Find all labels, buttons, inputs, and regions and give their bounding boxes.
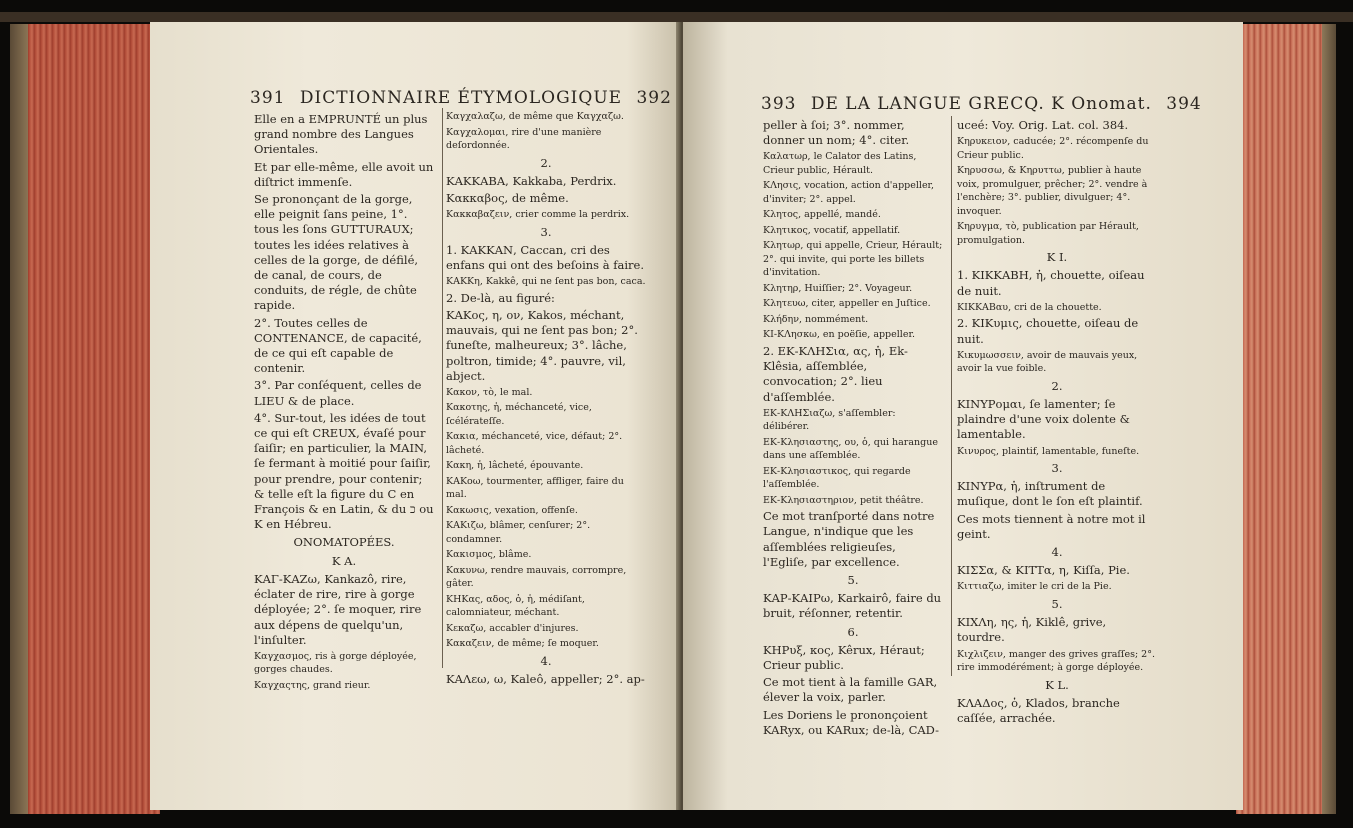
entry-number: 3.	[540, 224, 552, 239]
entry: Κιχλιζειν, manger des grives graſſes; 2°. rire immodérément; à gorge déployée.	[957, 648, 1155, 674]
entry: Κακκαβαζειν, crier comme la perdrix.	[446, 209, 630, 221]
entry: ΕΚ-Κλησιαστης, ου, ὁ, qui harangue dans une aſſemblée.	[763, 436, 938, 462]
right-page-edges	[1236, 24, 1336, 814]
entry: ΚΑΚΚη, Kakkê, qui ne ſent pas bon, caca.	[446, 276, 646, 288]
entry: ΚΑΚοω, tourmenter, affliger, faire du mal.	[446, 475, 624, 501]
entry: Κινυρος, plaintif, lamentable, funeſte.	[957, 445, 1140, 457]
entry-number: 2.	[1051, 378, 1063, 393]
entry: ΚΛησις, vocation, action d'appeller, d'inviter; 2°. appel.	[763, 180, 935, 205]
right-page	[683, 22, 1243, 810]
book-cover-edge	[0, 12, 1353, 22]
entry: ΚΑΚιζω, blâmer, cenſurer; 2°. condamner.	[446, 520, 591, 545]
entry: Κηρυσσω, & Κηρυττω, publier à haute voix, promulguer, prêcher; 2°. vendre à l'enchère; 3°. publier, divulguer; 4°. invoquer.	[957, 165, 1148, 217]
entry: Κακον, τὸ, le mal.	[446, 386, 533, 398]
subsection-heading: K A.	[331, 553, 357, 568]
page-number-393: 393	[761, 94, 797, 114]
entry: Κακωσις, vexation, offenſe.	[446, 504, 578, 516]
entry: Κλητωρ, qui appelle, Crieur, Hérault; 2°. qui invite, qui porte les billets d'invitation.	[763, 240, 943, 279]
entry: 2. ΕΚ-ΚΛΗΣια, ας, ἡ, Ek-Klêsia, aſſemblée, convocation; 2°. lieu d'aſſemblée.	[763, 343, 908, 404]
entry: Καγχασμος, ris à gorge déployée, gorges chaudes.	[254, 650, 417, 676]
entry: ΚΙ-ΚΛησκω, en poëſie, appeller.	[763, 329, 915, 341]
entry-number: 6.	[847, 624, 859, 639]
left-head-title: DICTIONNAIRE ÉTYMOLOGIQUE	[299, 88, 623, 108]
entry-number: 4.	[540, 653, 552, 668]
paragraph: Ce mot tranſporté dans notre Langue, n'indique que les aſſemblées religieuſes, l'Egliſe, par excellence.	[763, 509, 935, 569]
entry: ΕΚ-Κλησιαστικος, qui regarde l'aſſemblée.	[763, 465, 911, 491]
paragraph: Se prononçant de la gorge, elle peignit ſans peine, 1°. tous les ſons GUTTURAUX; toutes les idées relatives à celles de la gorge, de défilé, de canal, de cours, de conduits, de régle, de chûte rapide.	[254, 192, 419, 313]
paragraph: 3°. Par conſéquent, celles de LIEU & de place.	[254, 378, 422, 408]
entry: Κλητευω, citer, appeller en Juſtice.	[763, 298, 931, 310]
entry: Κακαζειν, de même; ſe moquer.	[446, 638, 599, 650]
entry: 2. ΚΙΚυμις, chouette, oiſeau de nuit.	[957, 316, 1139, 346]
entry: Κλητηρ, Huiſſier; 2°. Voyageur.	[763, 282, 913, 294]
entry-number: 3.	[1051, 461, 1063, 476]
entry: peller à ſoi; 3°. nommer, donner un nom; 4°. citer.	[763, 118, 910, 148]
paragraph: Les Doriens le prononçoient KARyx, ou KARux; de-là, CAD-	[763, 707, 939, 737]
paragraph: Elle en a EMPRUNTÉ un plus grand nombre des Langues Orientales.	[254, 112, 428, 157]
entry: ΚΙΝΥΡομαι, ſe lamenter; ſe plaindre d'une voix dolente & lamentable.	[957, 396, 1130, 442]
column-rule	[951, 116, 952, 676]
entry: Κλητος, appellé, mandé.	[763, 209, 881, 221]
page-number-394: 394	[1166, 94, 1202, 114]
entry: Καγχαλαζω, de même que Καγχαζω.	[446, 111, 624, 122]
entry-number: 4.	[1051, 545, 1063, 560]
left-running-head	[250, 88, 672, 108]
entry: Κλήδην, nommément.	[763, 313, 869, 325]
entry: Καλατωρ, le Calator des Latins, Crieur public, Hérault.	[763, 151, 917, 176]
entry: Κακια, méchanceté, vice, défaut; 2°. lâcheté.	[446, 431, 623, 456]
paragraph: Et par elle-même, elle avoit un diſtrict immenſe.	[254, 159, 434, 189]
entry: Κακη, ἡ, lâcheté, épouvante.	[446, 460, 584, 472]
entry-number: 2.	[540, 155, 552, 170]
entry: Καγχαςτης, grand rieur.	[254, 679, 371, 691]
column-rule	[442, 108, 443, 668]
entry: ΚΙΝΥΡα, ἡ, inſtrument de muſique, dont le ſon eſt plaintif.	[957, 479, 1143, 509]
entry: ΚΑΡ-ΚΑΙΡω, Karkairô, faire du bruit, réſonner, retentir.	[763, 591, 942, 621]
entry: 1. ΚΙΚΚΑΒΗ, ἡ, chouette, oiſeau de nuit.	[957, 268, 1145, 298]
entry: Κακοτης, ἡ, méchanceté, vice, ſcélérateſſe.	[446, 402, 592, 427]
entry: ΚΗΡυξ, κος, Kêrux, Héraut; Crieur public.	[763, 642, 925, 673]
entry: Κεκαζω, accabler d'injures.	[446, 622, 579, 634]
left-col-1	[254, 112, 434, 694]
entry: Καγχαλομαι, rire d'une manière deſordonnée.	[446, 126, 602, 151]
right-head-title: DE LA LANGUE GRECQ. K Onomat.	[810, 94, 1152, 114]
left-col-2	[446, 110, 646, 689]
entry: 2. De-là, au figuré:	[446, 290, 555, 305]
entry: ΚΑΚΚΑΒΑ, Kakkaba, Perdrix.	[446, 173, 617, 188]
entry: Κλητικος, vocatif, appellatif.	[763, 224, 901, 236]
entry: 1. ΚΑΚΚΑΝ, Caccan, cri des enfans qui ont des beſoins à faire.	[446, 242, 644, 273]
entry: ΚΙΣΣα, & ΚΙΤΤα, η, Kiſſa, Pie.	[957, 563, 1130, 578]
page-number-392: 392	[636, 88, 672, 108]
section-heading: ONOMATOPÉES.	[293, 535, 395, 550]
entry: Κακυνω, rendre mauvais, corrompre, gâter.	[446, 564, 627, 590]
entry: Κακκαβος, de même.	[446, 190, 569, 205]
left-page	[150, 22, 680, 810]
entry: Κηρυγμα, τὸ, publication par Hérault, promulgation.	[957, 221, 1139, 246]
entry: ΚΑΛεω, ω, Kaleô, appeller; 2°. ap-	[446, 672, 645, 687]
subsection-heading: K I.	[1046, 250, 1068, 265]
entry-number: 5.	[847, 573, 859, 588]
entry: ΕΚ-Κλησιαστηριον, petit théâtre.	[763, 494, 924, 506]
entry: Κακισμος, blâme.	[446, 549, 532, 561]
entry: Κιττιαζω, imiter le cri de la Pie.	[957, 581, 1112, 593]
left-page-edges	[10, 24, 160, 814]
entry: uceé: Voy. Orig. Lat. col. 384.	[957, 118, 1129, 132]
entry: Κηρυκειον, caducée; 2°. récompenſe du Crieur public.	[957, 136, 1149, 161]
entry: ΕΚ-ΚΛΗΣιαζω, s'aſſembler: délibérer.	[763, 407, 896, 433]
entry: ΚΗΚας, αδος, ὁ, ἡ, médiſant, calomniateur, méchant.	[446, 593, 585, 619]
entry: ΚΑΓ-ΚΑΖω, Kankazô, rire, éclater de rire, rire à gorge déployée; 2°. ſe moquer, rire aux dépens de quelqu'un, l'inſulter.	[254, 571, 422, 647]
paragraph: Ces mots tiennent à notre mot il geint.	[957, 511, 1146, 541]
entry: ΚΙΚΚΑΒαυ, cri de la chouette.	[957, 301, 1102, 313]
subsection-heading: K L.	[1045, 677, 1069, 692]
right-running-head	[761, 94, 1202, 114]
entry: ΚΛΑΔος, ὁ, Klados, branche caſſée, arrachée.	[957, 695, 1120, 725]
paragraph: 4°. Sur-tout, les idées de tout ce qui eſt CREUX, évaſé pour ſaiſir; en particulier, la MAIN, ſe fermant à moitié pour ſaiſir, pour prendre, pour contenir; & telle eſt la figure du C en François & en Latin, & du כ ou K en Hébreu.	[254, 410, 434, 532]
paragraph: Ce mot tient à la famille GAR, élever la voix, parler.	[763, 675, 938, 705]
entry: Κικυμωσσειν, avoir de mauvais yeux, avoir la vue foible.	[957, 349, 1138, 375]
entry-number: 5.	[1051, 596, 1063, 611]
right-col-1	[763, 118, 943, 740]
right-col-2	[957, 118, 1157, 728]
entry: ΚΙΧΛη, ης, ἡ, Kiklê, grive, tourdre.	[957, 615, 1107, 645]
paragraph: 2°. Toutes celles de CONTENANCE, de capacité, de ce qui eſt capable de contenir.	[254, 315, 422, 376]
entry: ΚΑΚος, η, ον, Kakos, méchant, mauvais, qui ne ſent pas bon; 2°. funeſte, malheureux; 3°. lâche, poltron, timide; 4°. pauvre, vil, abject.	[446, 307, 638, 383]
page-number-391: 391	[250, 88, 286, 108]
